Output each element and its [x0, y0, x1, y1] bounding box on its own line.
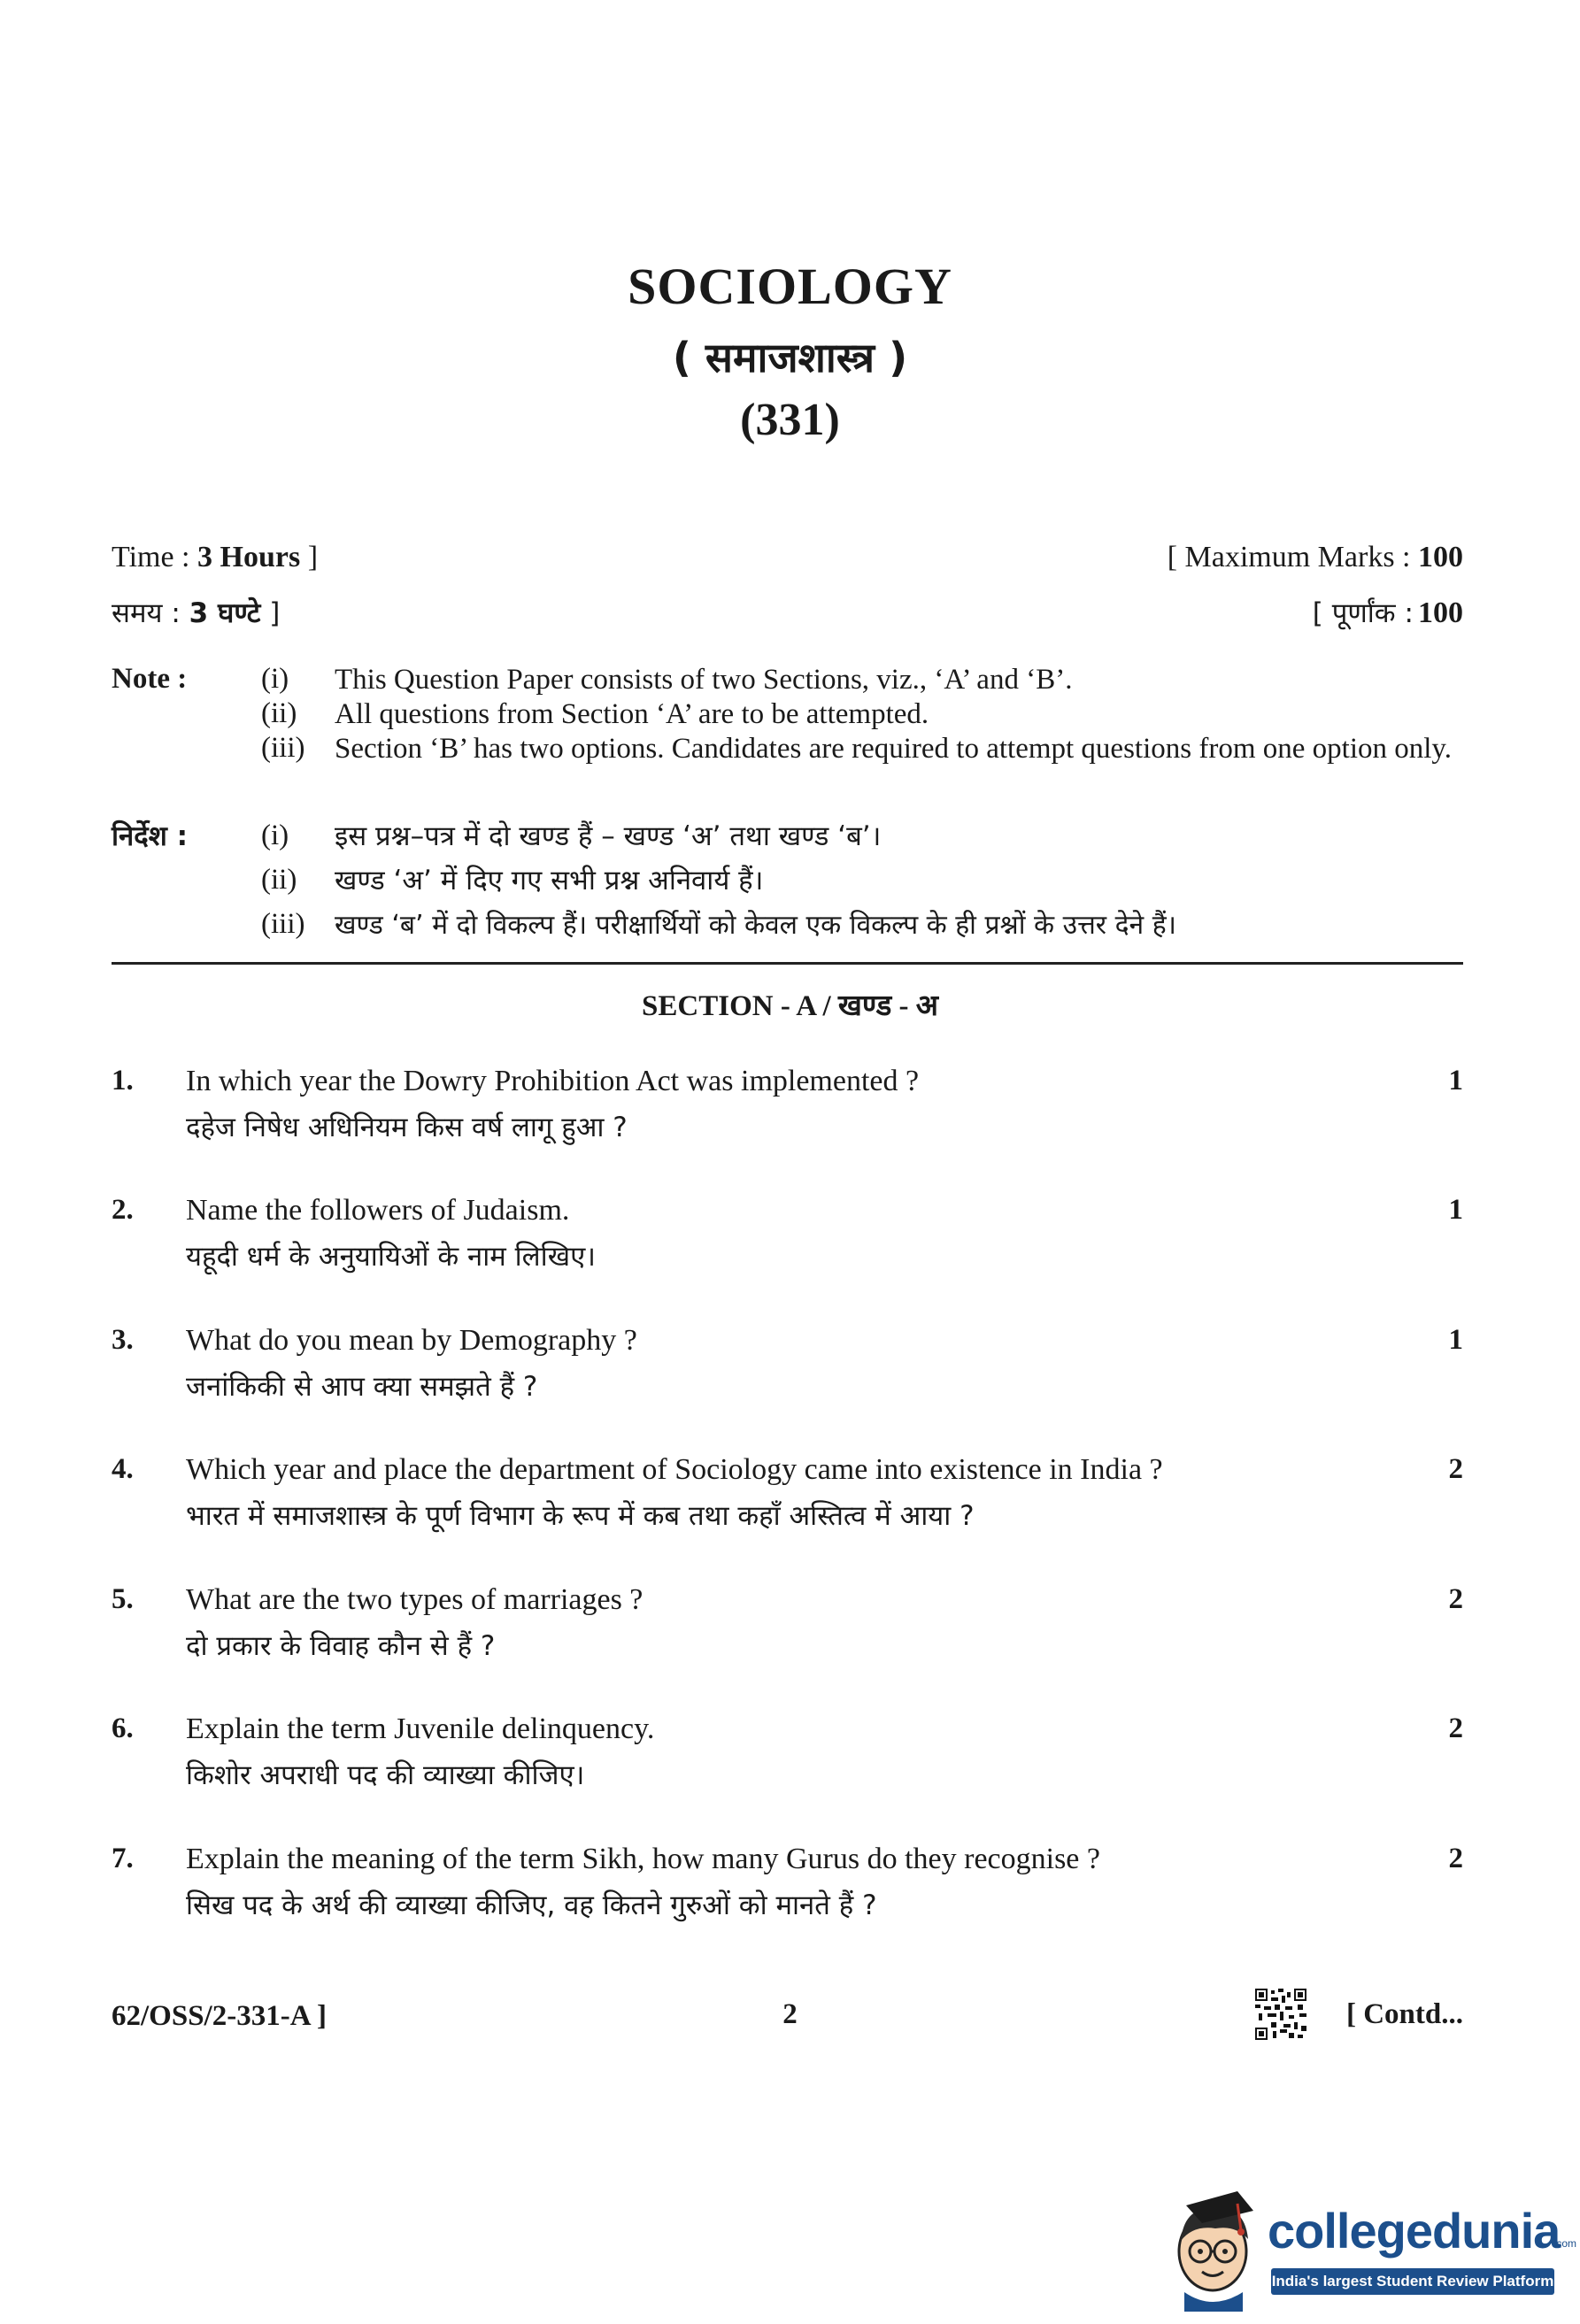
note-hi-num-3: (iii) — [261, 908, 305, 940]
question-number: 6. — [112, 1712, 134, 1744]
question-text-hi: किशोर अपराधी पद की व्याख्या कीजिए। — [186, 1759, 585, 1791]
question-text-en: Explain the meaning of the term Sikh, how many Gurus do they recognise ? — [186, 1843, 1100, 1875]
note-hi-num-1: (i) — [261, 820, 289, 851]
time-line-en — [112, 541, 318, 574]
full-marks-value-hi: 100 — [1418, 596, 1463, 629]
question-marks: 1 — [1448, 1065, 1463, 1097]
question-text-hi: दो प्रकार के विवाह कौन से हैं ? — [186, 1630, 496, 1662]
question-marks: 2 — [1448, 1712, 1463, 1744]
max-marks-label: [ Maximum Marks : — [1167, 541, 1411, 573]
question-number: 7. — [112, 1843, 134, 1874]
question-text-hi: जनांकिकी से आप क्या समझते हैं ? — [186, 1371, 538, 1403]
question-marks: 1 — [1448, 1194, 1463, 1226]
note-label: Note : — [112, 663, 188, 695]
paper-title-hindi: ( समाजशास्त्र ) — [672, 334, 908, 381]
question-marks: 2 — [1448, 1843, 1463, 1874]
mascot-logo-icon — [1167, 2179, 1264, 2312]
question-text-hi: भारत में समाजशास्त्र के पूर्ण विभाग के रूप में कब तथा कहाँ अस्तित्व में आया ? — [186, 1500, 975, 1532]
section-heading: SECTION - A / खण्ड - अ — [642, 990, 938, 1022]
time-label-hi: समय : — [112, 597, 181, 629]
time-line-hi — [112, 594, 280, 631]
question-marks: 1 — [1448, 1324, 1463, 1356]
question-text-en: What are the two types of marriages ? — [186, 1583, 644, 1616]
max-marks-value: 100 — [1418, 541, 1463, 573]
question-marks: 2 — [1448, 1453, 1463, 1485]
note-item-3: Section ‘B’ has two options. Candidates are required to attempt questions from one option only. — [335, 733, 1453, 765]
qr-code-icon — [1255, 1989, 1306, 2040]
footer-page-number: 2 — [782, 1998, 798, 2030]
question-text-en: In which year the Dowry Prohibition Act was implemented ? — [186, 1065, 920, 1097]
question-text-hi: दहेज निषेध अधिनियम किस वर्ष लागू हुआ ? — [186, 1112, 628, 1143]
question-number: 5. — [112, 1583, 134, 1615]
max-marks-line — [1168, 541, 1463, 574]
brand-logo-text: collegedunia — [1268, 2203, 1561, 2259]
section-divider — [112, 962, 1463, 965]
note-num-2: (ii) — [261, 697, 297, 729]
question-text-en: Which year and place the department of Sociology came into existence in India ? — [186, 1453, 1163, 1486]
question-number: 4. — [112, 1453, 134, 1485]
question-text-en: Name the followers of Judaism. — [186, 1194, 570, 1227]
time-bracket-hi: ] — [269, 597, 281, 629]
time-label: Time : — [112, 541, 190, 573]
note-hi-item-2: खण्ड ‘अ’ में दिए गए सभी प्रश्न अनिवार्य हैं। — [335, 865, 764, 897]
question-text-hi: सिख पद के अर्थ की व्याख्या कीजिए, वह कितने गुरुओं को मानते हैं ? — [186, 1889, 877, 1921]
question-text-en: Explain the term Juvenile delinquency. — [186, 1712, 655, 1745]
note-num-3: (iii) — [261, 732, 305, 764]
footer-contd: [ Contd... — [1345, 1998, 1463, 2030]
note-hi-num-2: (ii) — [261, 864, 297, 896]
question-number: 3. — [112, 1324, 134, 1356]
question-marks: 2 — [1448, 1583, 1463, 1615]
note-item-2: All questions from Section ‘A’ are to be attempted. — [335, 698, 929, 730]
note-hi-item-1: इस प्रश्न–पत्र में दो खण्ड हैं – खण्ड ‘अ’ तथा खण्ड ‘ब’। — [335, 820, 882, 852]
note-item-1: This Question Paper consists of two Sections, viz., ‘A’ and ‘B’. — [335, 664, 1073, 696]
brand-tagline: India's largest Student Review Platform — [1271, 2268, 1554, 2295]
question-text-en: What do you mean by Demography ? — [186, 1324, 637, 1357]
note-num-1: (i) — [261, 663, 289, 695]
time-value-hi: 3 घण्टे — [189, 597, 261, 629]
full-marks-label-hi: [ पूर्णांक : — [1312, 597, 1414, 629]
time-bracket: ] — [307, 541, 319, 573]
brand-logo-suffix: .com — [1553, 2237, 1577, 2250]
question-number: 2. — [112, 1194, 134, 1226]
question-text-hi: यहूदी धर्म के अनुयायिओं के नाम लिखिए। — [186, 1241, 596, 1273]
note-hi-item-3: खण्ड ‘ब’ में दो विकल्प हैं। परीक्षार्थियों को केवल एक विकल्प के ही प्रश्नों के उत्तर देने हैं। — [335, 910, 1177, 941]
paper-code: (331) — [740, 395, 840, 445]
question-number: 1. — [112, 1065, 134, 1097]
paper-title: SOCIOLOGY — [628, 258, 952, 315]
time-value: 3 Hours — [197, 541, 301, 573]
note-label-hi: निर्देश : — [112, 820, 188, 852]
full-marks-line-hi — [1313, 594, 1463, 631]
footer-paper-code: 62/OSS/2-331-A ] — [112, 2000, 327, 2032]
